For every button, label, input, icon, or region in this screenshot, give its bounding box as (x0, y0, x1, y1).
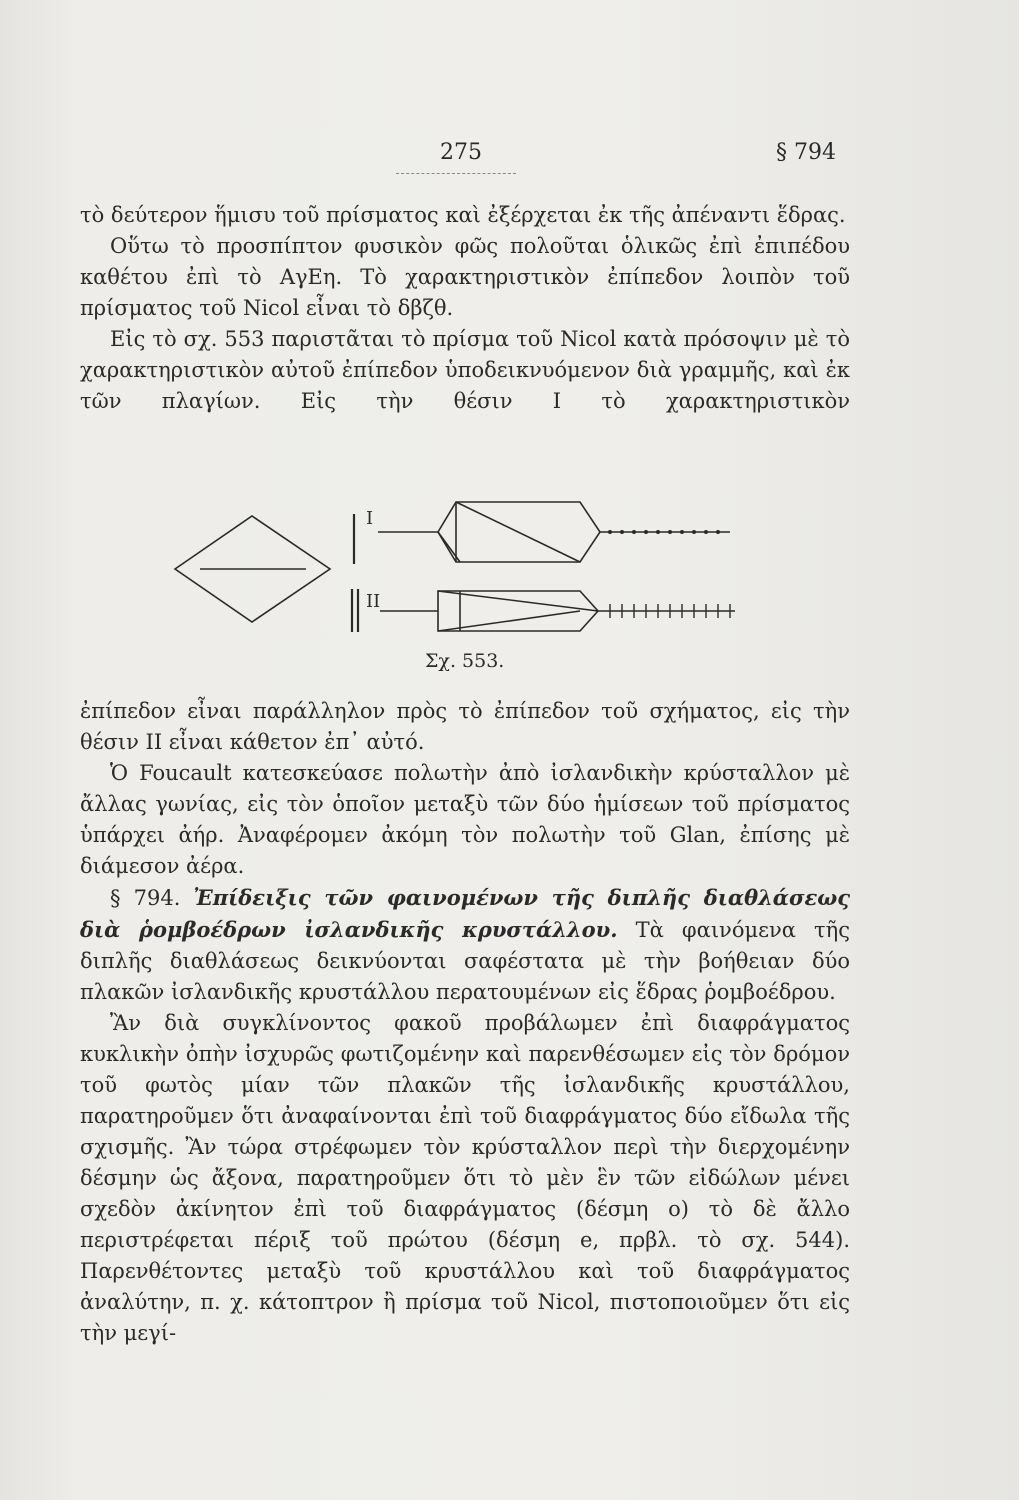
nicol-prism-diagram (170, 494, 770, 664)
section-number: § 794. (110, 886, 181, 910)
prism-side-view-position-2 (438, 591, 598, 631)
paragraph: Ὁ Foucault κατεσκεύασε πολωτὴν ἀπὸ ἰσλανδικὴν κρύσταλλον μὲ ἄλλας γωνίας, εἰς τὸν ὁποῖον μεταξὺ τῶν δύο ἡμίσεων τοῦ πρίσματος ὑπάρχει ἀήρ. Ἀναφέρομεν ἀκόμη τὸν πολωτὴν τοῦ Glan, ἐπίσης μὲ διάμεσον ἀέρα. (80, 761, 850, 878)
page-number: 275 (440, 140, 482, 165)
paragraph: Ἂν διὰ συγκλίνοντος φακοῦ προβάλωμεν ἐπὶ διαφράγματος κυκλικὴν ὀπὴν ἰσχυρῶς φωτιζομένην καὶ παρενθέσωμεν εἰς τὸν δρόμον τοῦ φωτὸς μίαν τῶν πλακῶν τῆς ἰσλανδικῆς κρυστάλλου, παρατηροῦμεν ὅτι ἀναφαίνονται ἐπὶ τοῦ διαφράγματος δύο εἴδωλα τῆς σχισμῆς. Ἂν τώρα στρέφωμεν τὸν κρύσταλλον περὶ τὴν διερχομένην δέσμην ὡς ἄξονα, παρατηροῦμεν ὅτι τὸ μὲν ἓν τῶν εἰδώλων μένει σχεδὸν ἀκίνητον ἐπὶ τοῦ διαφράγματος (δέσμη ο) τὸ δὲ ἄλλο περιστρέφεται πέριξ τοῦ πρώτου (δέσμη e, πρβλ. τὸ σχ. 544). Παρενθέτοντες μεταξὺ τοῦ κρυστάλλου καὶ τοῦ διαφράγματος ἀναλύτην, π. χ. κάτοπτρον ἢ πρίσμα τοῦ Nicol, πιστοποιοῦμεν ὅτι εἰς τὴν μεγί- (80, 1011, 850, 1345)
section-title: Ἐπίδειξις τῶν φαινομένων τῆς διπλῆς διαθλάσεως διὰ ῥομβοέδρων ἰσλανδικῆς κρυστάλλου. (80, 885, 850, 942)
section-body: Τὰ φαινόμενα τῆς διπλῆς διαθλάσεως δεικνύονται σαφέστατα μὲ τὴν βοήθειαν δύο πλακῶν ἰσλανδικῆς κρυστάλλου περατουμένων εἰς ἕδρας ῥομβοέδρου. (80, 918, 850, 1004)
figure-caption: Σχ. 553. (425, 650, 505, 672)
section-794-paragraph (80, 882, 850, 1008)
section-reference: § 794 (776, 140, 836, 165)
paragraph: ἐπίπεδον εἶναι παράλληλον πρὸς τὸ ἐπίπεδον τοῦ σχήματος, εἰς τὴν θέσιν ΙΙ εἶναι κάθετον ἐπ᾽ αὐτό. (80, 699, 850, 754)
position-label-1: I (366, 508, 374, 529)
position-label-2: II (366, 591, 381, 612)
figure-553 (170, 494, 770, 684)
text-block-bottom (80, 696, 850, 1349)
header-rule (396, 173, 516, 174)
paragraph: τὸ δεύτερον ἥμισυ τοῦ πρίσματος καὶ ἐξέρχεται ἐκ τῆς ἀπέναντι ἕδρας. (80, 203, 846, 227)
paragraph: Εἰς τὸ σχ. 553 παριστᾶται τὸ πρίσμα τοῦ Nicol κατὰ πρόσοψιν μὲ τὸ χαρακτηριστικὸν αὐτοῦ ἐπίπεδον ὑποδεικνυόμενον διὰ γραμμῆς, καὶ ἐκ τῶν πλαγίων. Εἰς τὴν θέσιν Ι τὸ χαρακτηριστικὸν (80, 327, 850, 413)
paragraph: Οὕτω τὸ προσπίπτον φυσικὸν φῶς πολοῦται ὁλικῶς ἐπὶ ἐπιπέδου καθέτου ἐπὶ τὸ ΑγΕη. Τὸ χαρακτηριστικὸν ἐπίπεδον λοιπὸν τοῦ πρίσματος τοῦ Nicol εἶναι τὸ δβζθ. (80, 234, 850, 320)
page-header (0, 140, 1019, 180)
text-block-top (80, 200, 850, 417)
